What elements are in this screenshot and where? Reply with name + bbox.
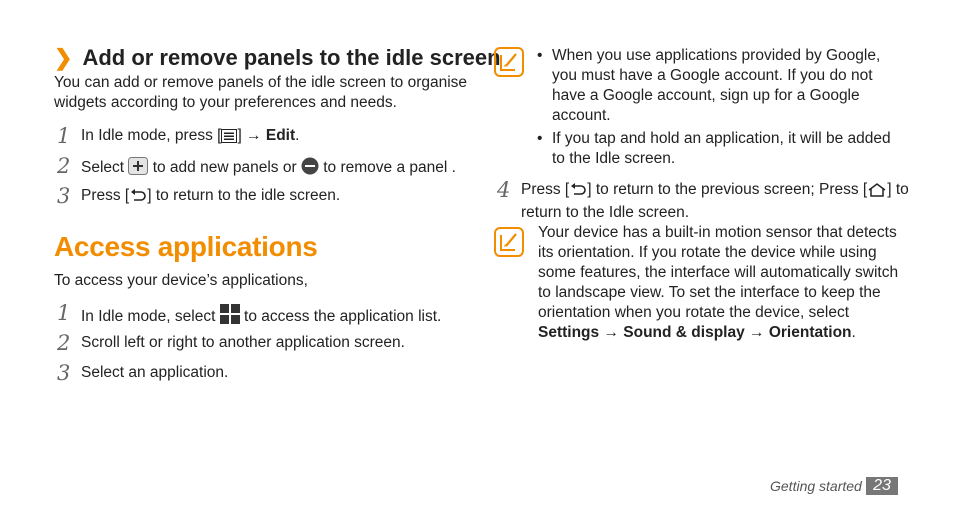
back-key-icon	[569, 183, 587, 203]
step-1: In Idle mode, press [ ] → Edit.	[81, 127, 299, 148]
step-1: In Idle mode, select to access the application list.	[81, 304, 441, 329]
page-number: 23	[866, 477, 898, 495]
home-key-icon	[867, 183, 887, 203]
step-number: 2	[57, 154, 71, 178]
menu-key-icon	[221, 129, 237, 148]
step-number: 1	[57, 301, 71, 325]
chevron-icon: ❯	[54, 45, 73, 70]
note-icon	[494, 47, 524, 77]
step-4: Press [ ] to return to the previous screen; Press [ ] to return to the Idle screen.	[521, 181, 909, 221]
step-number: 4	[497, 178, 511, 202]
step-3: Press [ ] to return to the idle screen.	[81, 187, 340, 208]
note-bullets	[535, 46, 905, 172]
step-3: Select an application.	[81, 364, 229, 381]
footer-label: Getting started	[770, 478, 862, 494]
apps-grid-icon	[220, 304, 240, 329]
back-key-icon	[129, 189, 147, 208]
note-icon	[494, 227, 524, 257]
note-motion-sensor: Your device has a built-in motion sensor that detects its orientation. If you rotate the device while using some features, the interface will automatically switch to landscape view. To set the interface to keep the orientation when you rotate the device, select Settings → Sound & display → Orientation.	[538, 224, 899, 341]
section-heading-panels	[54, 45, 501, 71]
step-number: 1	[57, 124, 71, 148]
list-item: • If you tap and hold an application, it will be added to the Idle screen.	[535, 129, 905, 169]
step-number: 3	[57, 361, 71, 385]
step-2: Scroll left or right to another application screen.	[81, 334, 405, 351]
remove-panel-icon	[301, 157, 319, 180]
section-intro: To access your device’s applications,	[54, 272, 308, 289]
step-number: 2	[57, 331, 71, 355]
step-2: Select to add new panels or to remove a panel .	[81, 157, 456, 180]
list-item: • When you use applications provided by Google, you must have a Google account. If you do not have a Google account, sign up for a Google account.	[535, 46, 905, 126]
section-title: Add or remove panels to the idle screen	[82, 45, 501, 70]
step-number: 3	[57, 184, 71, 208]
page-title: Access applications	[54, 231, 318, 262]
add-panel-icon	[128, 157, 148, 180]
section-intro: You can add or remove panels of the idle screen to organise widgets according to your preferences and needs.	[54, 74, 468, 111]
